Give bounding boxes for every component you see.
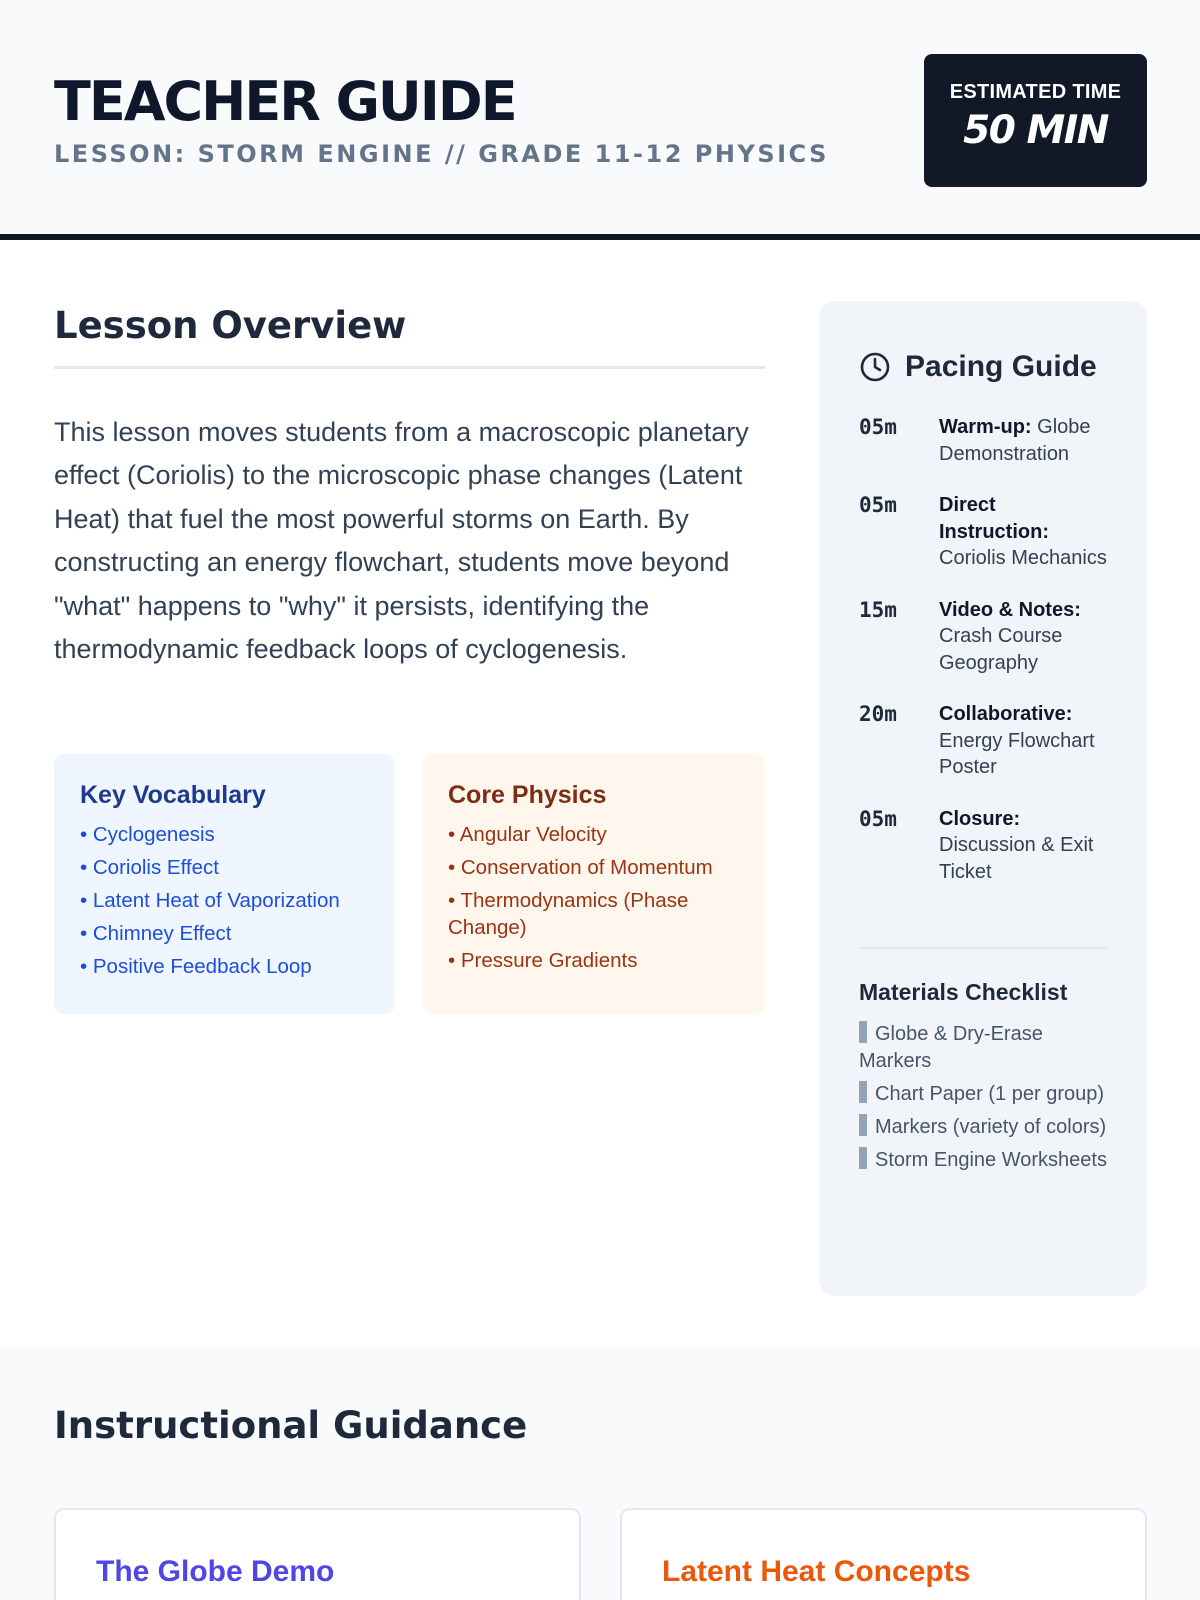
vocabulary-item: • Cyclogenesis bbox=[80, 823, 215, 846]
pacing-activity-detail: Globe Demonstration bbox=[939, 416, 1091, 465]
vocabulary-item: • Latent Heat of Vaporization bbox=[80, 889, 340, 912]
overview-heading: Lesson Overview bbox=[54, 304, 407, 347]
pacing-row bbox=[859, 597, 1109, 677]
pacing-activity bbox=[939, 701, 1109, 781]
pacing-activity-label: Closure: bbox=[939, 807, 1021, 830]
overview-divider bbox=[54, 366, 765, 369]
checkbox-icon[interactable] bbox=[859, 1021, 867, 1043]
material-item[interactable] bbox=[859, 1081, 1107, 1108]
core-physics-card bbox=[422, 754, 765, 1014]
pacing-row bbox=[859, 492, 1109, 572]
vocabulary-item: • Coriolis Effect bbox=[80, 856, 219, 879]
estimated-time-badge bbox=[924, 54, 1147, 187]
pacing-activity-label: Direct Instruction: bbox=[939, 494, 1049, 543]
pacing-activity bbox=[939, 492, 1109, 572]
instructional-guidance-section bbox=[0, 1348, 1200, 1600]
globe-demo-title: The Globe Demo bbox=[96, 1555, 335, 1588]
clock-icon bbox=[859, 351, 891, 383]
latent-heat-title: Latent Heat Concepts bbox=[662, 1555, 971, 1588]
pacing-sidebar bbox=[819, 301, 1147, 1296]
checkbox-icon[interactable] bbox=[859, 1081, 867, 1103]
sidebar-divider bbox=[859, 947, 1107, 949]
page-header bbox=[0, 0, 1200, 240]
pacing-guide-title: Pacing Guide bbox=[905, 350, 1097, 383]
pacing-header bbox=[859, 349, 1097, 385]
material-label: Globe & Dry-Erase Markers bbox=[859, 1023, 1043, 1072]
physics-item: • Angular Velocity bbox=[448, 823, 607, 846]
lesson-subtitle: LESSON: STORM ENGINE // GRADE 11-12 PHYSICS bbox=[54, 140, 829, 168]
vocabulary-item: • Chimney Effect bbox=[80, 922, 232, 945]
globe-demo-card bbox=[54, 1508, 581, 1600]
material-item[interactable] bbox=[859, 1147, 1107, 1174]
key-vocabulary-title: Key Vocabulary bbox=[80, 781, 266, 809]
key-vocabulary-card bbox=[54, 754, 395, 1014]
checkbox-icon[interactable] bbox=[859, 1114, 867, 1136]
materials-checklist-title: Materials Checklist bbox=[859, 979, 1068, 1005]
pacing-activity-detail: Discussion & Exit Ticket bbox=[939, 834, 1094, 883]
pacing-row bbox=[859, 701, 1109, 781]
estimated-time-value: 50 MIN bbox=[963, 108, 1108, 153]
material-label: Markers (variety of colors) bbox=[875, 1115, 1107, 1138]
material-label: Storm Engine Worksheets bbox=[875, 1148, 1107, 1171]
material-item[interactable] bbox=[859, 1021, 1107, 1074]
pacing-duration: 20m bbox=[859, 702, 897, 726]
pacing-activity-label: Warm-up: bbox=[939, 416, 1032, 438]
overview-text: This lesson moves students from a macroscopic planetary effect (Coriolis) to the microscopic phase changes (Latent Heat) that fuel the most powerful storms on Earth. By constructing an energy flowchart, students move beyond "what" happens to "why" it persists, identifying the thermodynamic feedback loops of cyclogenesis. bbox=[54, 417, 749, 665]
latent-heat-card bbox=[620, 1508, 1147, 1600]
pacing-row bbox=[859, 806, 1109, 886]
pacing-activity bbox=[939, 414, 1109, 467]
page-title: TEACHER GUIDE bbox=[54, 70, 516, 133]
pacing-activity-label: Video & Notes: bbox=[939, 598, 1081, 621]
pacing-activity-detail: Energy Flowchart Poster bbox=[939, 729, 1095, 778]
material-label: Chart Paper (1 per group) bbox=[875, 1082, 1105, 1105]
physics-item: • Pressure Gradients bbox=[448, 948, 638, 972]
pacing-row bbox=[859, 414, 1109, 467]
pacing-duration: 05m bbox=[859, 415, 897, 439]
pacing-list bbox=[859, 414, 1109, 910]
pacing-activity bbox=[939, 597, 1109, 677]
pacing-duration: 15m bbox=[859, 597, 897, 622]
guidance-heading: Instructional Guidance bbox=[54, 1404, 528, 1447]
core-physics-title: Core Physics bbox=[448, 781, 607, 809]
pacing-duration: 05m bbox=[859, 493, 897, 517]
materials-checklist bbox=[859, 1021, 1107, 1180]
physics-item: • Thermodynamics (Phase Change) bbox=[448, 889, 689, 939]
physics-item: • Conservation of Momentum bbox=[448, 856, 713, 879]
material-item[interactable] bbox=[859, 1114, 1107, 1141]
vocabulary-item: • Positive Feedback Loop bbox=[80, 955, 312, 978]
pacing-activity-detail: Coriolis Mechanics bbox=[939, 547, 1107, 569]
checkbox-icon[interactable] bbox=[859, 1147, 867, 1169]
pacing-activity-detail: Crash Course Geography bbox=[939, 625, 1063, 674]
estimated-time-label: ESTIMATED TIME bbox=[949, 81, 1122, 103]
pacing-duration: 05m bbox=[859, 806, 897, 831]
pacing-activity bbox=[939, 806, 1109, 886]
pacing-activity-label: Collaborative: bbox=[939, 703, 1073, 725]
